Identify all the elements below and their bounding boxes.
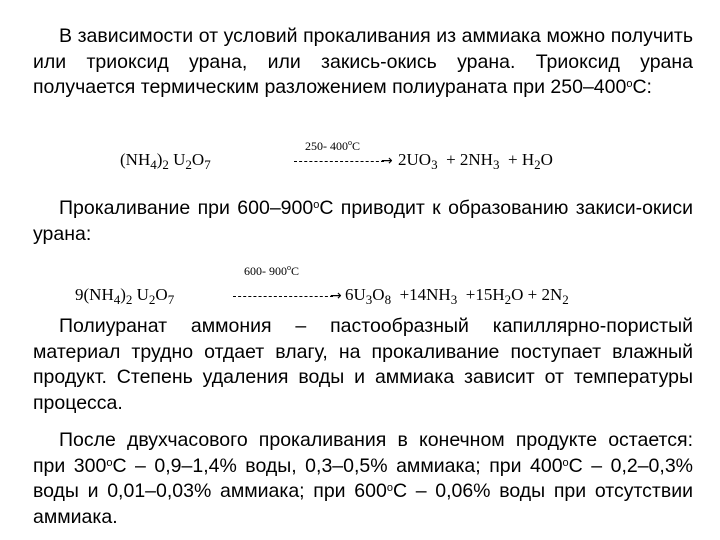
arrow-head-icon: → [381,153,393,169]
degree-sign: о [106,456,113,469]
equation-2-rhs: $6U_3O_8 +14NH_3 +15H_2O + 2N_2$ [345,285,569,307]
paragraph-properties [33,314,693,416]
paragraph-calcination-text: Прокаливание при 600–900 [59,197,314,219]
paragraph-intro-end: С: [632,76,652,98]
degree-sign: о [626,78,633,90]
equation-2-arrow [233,296,333,297]
paragraph-calcination [33,196,693,247]
equation-2-lhs: $9(NH_4)_2$ $U_2O_7$ [75,285,175,307]
paragraph-calcination-end: С приводит к образованию закиси-окиси урана: [33,197,693,245]
equation-1-arrow [294,161,384,162]
degree-sign: о [386,482,393,494]
paragraph-results: После двухчасового прокаливания в конечном продукте остается: при $300^оС - 0,9-1,4\%$ воды, 0,3–0,5% аммиака; при $400^оС - 0,2-0,3\%$ воды и 0,01–0,03% аммиака; при $600^оС - 0,06\%$ воды при отсутствии аммиака. [33,429,694,528]
arrow-head-icon: → [330,288,342,304]
paragraph-intro [33,24,693,101]
equation-1-lhs: $(NH_4)_2$ $U_2O_7$ [120,150,211,172]
equation-1-rhs: $2UO_3 + 2NH_3 + H_2O$ [398,150,553,172]
paragraph-properties-text: Полиуранат аммония – пастообразный капиллярно-пористый материал трудно отдает влагу, на прокаливание поступает влажный продукт. Степень удаления воды и аммиака зависит от температуры процесса. [33,315,693,414]
equation-1-condition: 250- 400$^o$C [305,138,361,153]
degree-sign: о [562,456,569,469]
degree-sign: о [313,199,320,211]
equation-2-condition: 600- 900$^o$C [244,263,300,278]
paragraph-intro-text: В зависимости от условий прокаливания из аммиака можно получить или триоксид урана, или закись-окись урана. Триоксид урана получается термическим разложением полиураната при 250–400 [33,25,693,98]
